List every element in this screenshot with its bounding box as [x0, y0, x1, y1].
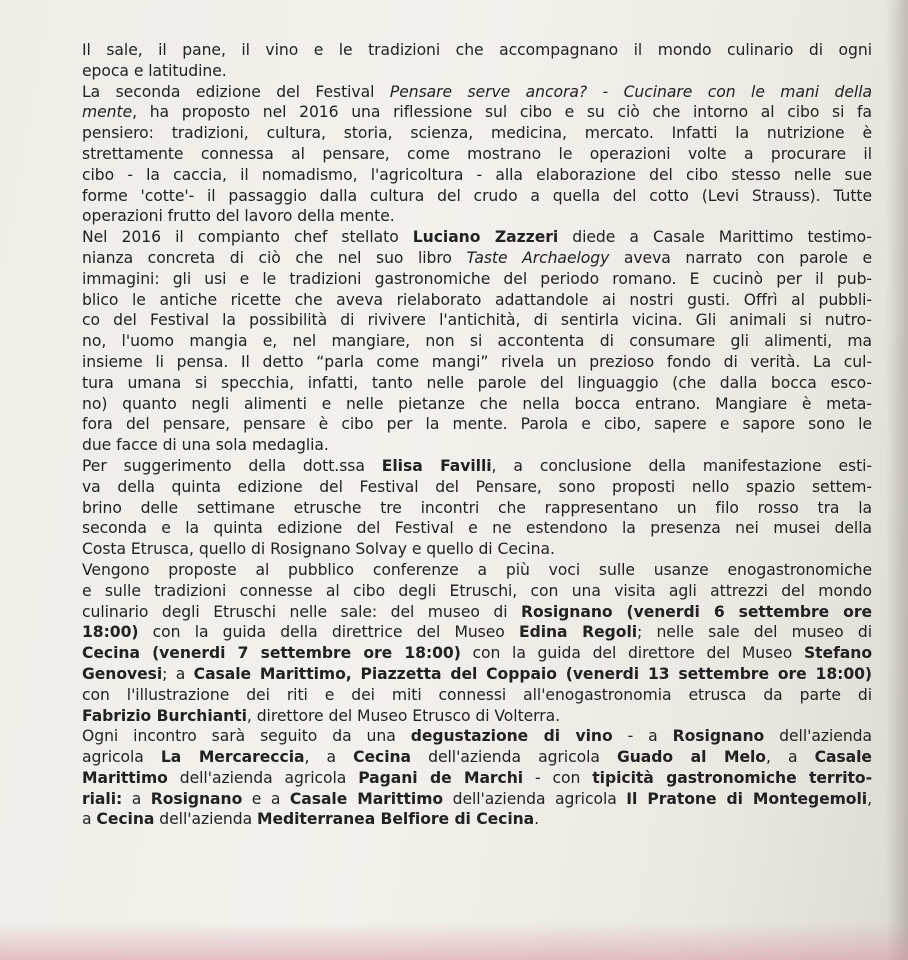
text-run: blico le antiche ricette che aveva rielaborato adattandole ai nostri gusti. Offrì al pubbli-: [82, 290, 872, 309]
text-run: Il Pratone di Montegemoli: [626, 789, 868, 808]
text-line: [82, 61, 872, 82]
text-run: La seconda edizione del Festival: [82, 82, 390, 101]
text-line: [82, 144, 872, 165]
text-line: [82, 477, 872, 498]
text-line: [82, 435, 872, 456]
text-run: pensiero: tradizioni, cultura, storia, scienza, medicina, mercato. Infatti la nutrizione è: [82, 124, 872, 143]
text-run: no) quanto negli alimenti e nelle pietanze che nella bocca entrano. Mangiare è meta-: [82, 394, 872, 413]
text-line: [82, 269, 872, 290]
text-line: [82, 664, 872, 685]
text-run: Stefano: [803, 644, 872, 663]
text-run: ,: [867, 789, 872, 808]
text-run: culinario degli Etruschi nelle sale: del museo di: [82, 602, 522, 621]
text-run: a: [122, 789, 151, 808]
text-run: co del Festival la possibilità di rivivere l'antichità, di sentirla vicina. Gli animali si nutro-: [82, 311, 872, 330]
text-run: degustazione di vino: [410, 727, 613, 746]
text-line: [82, 747, 872, 768]
text-line: [82, 456, 872, 477]
text-run: con la guida del direttore del Museo: [460, 644, 804, 663]
text-run: 18:00): [82, 623, 139, 642]
text-line: [82, 186, 872, 207]
text-line: [82, 394, 872, 415]
text-line: [82, 40, 872, 61]
text-line: [82, 518, 872, 539]
text-line: [82, 726, 872, 747]
text-run: dell'azienda agricola: [411, 748, 617, 767]
text-run: Cecina (venerdi 7 settembre ore 18:00): [82, 644, 461, 663]
text-line: [82, 82, 872, 103]
text-run: Genovesi: [82, 664, 163, 683]
text-line: [82, 165, 872, 186]
text-run: Pensare serve ancora? - Cucinare con le mani della: [389, 82, 872, 101]
text-run: dell'azienda agricola: [443, 789, 627, 808]
text-run: , a: [765, 748, 815, 767]
text-run: La Mercareccia: [160, 748, 305, 767]
text-run: tura umana si specchia, infatti, tanto nelle parole del linguaggio (che dalla bocca esco-: [82, 373, 872, 392]
text-run: nianza concreta di ciò che nel suo libro: [82, 248, 467, 267]
text-run: epoca e latitudine.: [82, 61, 227, 80]
text-line: [82, 331, 872, 352]
text-run: , a conclusione della manifestazione esti-: [491, 456, 873, 475]
text-run: Nel 2016 il compianto chef stellato: [82, 228, 413, 247]
background-surface: [0, 922, 908, 960]
text-line: [82, 602, 872, 623]
text-line: [82, 206, 872, 227]
page-edge-shadow: [886, 0, 908, 960]
text-run: Cecina: [96, 810, 155, 829]
text-line: [82, 290, 872, 311]
text-line: [82, 373, 872, 394]
text-line: [82, 352, 872, 373]
text-run: dell'azienda: [154, 810, 258, 829]
text-run: va della quinta edizione del Festival del Pensare, sono proposti nello spazio settem-: [82, 477, 872, 496]
text-line: [82, 539, 872, 560]
text-run: Cecina: [353, 748, 412, 767]
text-run: Pagani de Marchi: [358, 768, 524, 787]
text-line: [82, 560, 872, 581]
text-run: dell'azienda agricola: [167, 768, 359, 787]
text-line: [82, 809, 872, 830]
text-run: mente: [82, 103, 133, 122]
text-run: , a: [304, 748, 354, 767]
text-run: .: [534, 810, 540, 829]
text-run: Casale: [814, 748, 872, 767]
text-run: Marittimo: [82, 768, 168, 787]
text-line: [82, 227, 872, 248]
text-line: [82, 622, 872, 643]
text-run: aveva narrato con parole e: [609, 248, 873, 267]
text-run: riali:: [82, 789, 123, 808]
text-run: e a: [242, 789, 290, 808]
text-run: Vengono proposte al pubblico conferenze a più voci sulle usanze enogastronomiche: [82, 560, 872, 579]
text-run: tipicità gastronomiche territo-: [592, 768, 872, 787]
text-run: Costa Etrusca, quello di Rosignano Solvay e quello di Cecina.: [82, 540, 555, 559]
text-run: operazioni frutto del lavoro della mente.: [82, 207, 395, 226]
text-run: - con: [523, 768, 593, 787]
page-text: [82, 40, 872, 830]
text-line: [82, 706, 872, 727]
text-run: diede a Casale Marittimo testimo-: [558, 228, 872, 247]
text-line: [82, 310, 872, 331]
text-run: seconda e la quinta edizione del Festival e ne estendono la presenza nei musei della: [82, 519, 872, 538]
text-run: due facce di una sola medaglia.: [82, 436, 329, 455]
text-run: Per suggerimento della dott.ssa: [82, 456, 382, 475]
text-line: [82, 123, 872, 144]
text-line: [82, 685, 872, 706]
text-run: strettamente connessa al pensare, come mostrano le operazioni volte a procurare il: [82, 144, 872, 163]
text-run: insieme li pensa. Il detto “parla come mangi” rivela un prezioso fondo di verità. La cul-: [82, 352, 872, 371]
text-run: , ha proposto nel 2016 una riflessione sul cibo e su ciò che intorno al cibo si fa: [132, 103, 872, 122]
text-run: Casale Marittimo: [289, 789, 444, 808]
text-run: Guado al Melo: [617, 748, 766, 767]
text-line: [82, 248, 872, 269]
text-line: [82, 768, 872, 789]
text-run: Edina Regoli: [518, 623, 638, 642]
text-line: [82, 643, 872, 664]
text-run: fora del pensare, pensare è cibo per la mente. Parola e cibo, sapere e sapore sono le: [82, 415, 872, 434]
text-run: cibo - la caccia, il nomadismo, l'agricoltura - alla elaborazione del cibo stesso nelle sue: [82, 165, 872, 184]
text-line: [82, 581, 872, 602]
text-run: agricola: [82, 748, 161, 767]
text-run: - a: [612, 727, 673, 746]
text-line: [82, 414, 872, 435]
text-run: , direttore del Museo Etrusco di Volterra.: [246, 706, 561, 725]
text-run: dell'azienda: [764, 727, 873, 746]
text-run: con la guida della direttrice del Museo: [138, 623, 519, 642]
text-run: con l'illustrazione dei riti e dei miti connessi all'enogastronomia etrusca da parte di: [82, 685, 872, 704]
text-run: Luciano Zazzeri: [412, 228, 559, 247]
text-run: Rosignano (venerdi 6 settembre ore: [521, 602, 872, 621]
text-line: [82, 498, 872, 519]
text-run: ; nelle sale del museo di: [637, 623, 872, 642]
text-run: Rosignano: [672, 727, 765, 746]
text-run: Elisa Favilli: [381, 456, 492, 475]
text-run: Il sale, il pane, il vino e le tradizioni che accompagnano il mondo culinario di ogni: [82, 41, 872, 59]
text-run: Fabrizio Burchianti: [82, 706, 247, 725]
text-line: [82, 789, 872, 810]
text-run: Taste Archaelogy: [466, 248, 610, 267]
text-run: immagini: gli usi e le tradizioni gastronomiche del periodo romano. E cucinò per il pub-: [82, 269, 872, 288]
text-run: ; a: [162, 664, 194, 683]
text-run: Rosignano: [150, 789, 243, 808]
text-run: brino delle settimane etrusche tre incontri che rappresentano un filo rosso tra la: [82, 498, 872, 517]
text-run: no, l'uomo mangia e, nel mangiare, non si accontenta di consumare gli alimenti, ma: [82, 332, 872, 351]
text-run: e sulle tradizioni connesse al cibo degli Etruschi, con una visita agli attrezzi del mondo: [82, 581, 872, 600]
text-run: a: [82, 810, 97, 829]
text-run: Mediterranea Belfiore di Cecina: [257, 810, 535, 829]
text-line: [82, 102, 872, 123]
text-run: Ogni incontro sarà seguito da una: [82, 727, 411, 746]
text-run: forme 'cotte'- il passaggio dalla cultura del crudo a quella del cotto (Levi Strauss). Tutte: [82, 186, 872, 205]
text-run: Casale Marittimo, Piazzetta del Coppaio (venerdi 13 settembre ore 18:00): [193, 664, 872, 683]
